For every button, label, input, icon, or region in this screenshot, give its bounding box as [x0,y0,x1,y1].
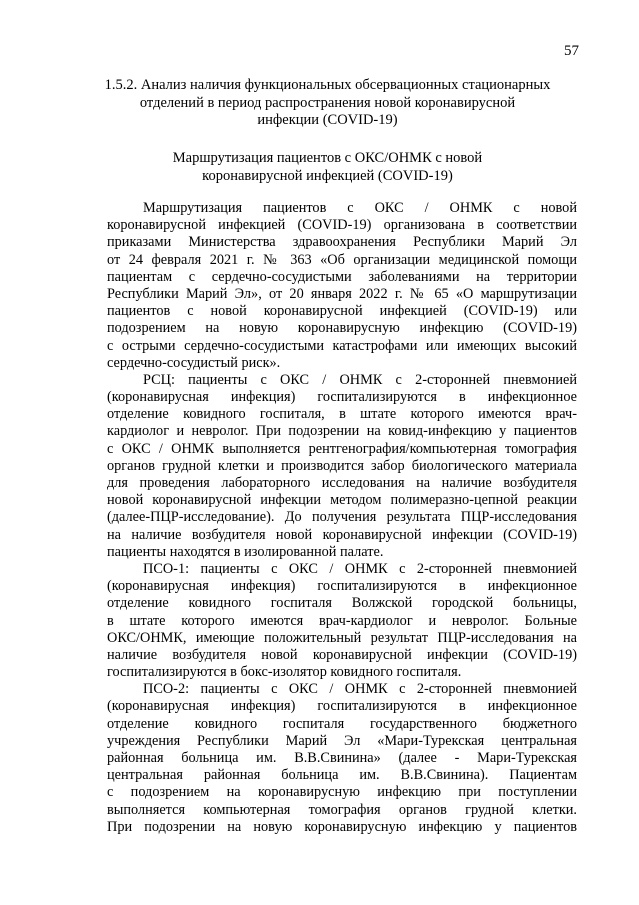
section-heading-line: инфекции (COVID-19) [257,112,398,128]
paragraph [107,561,577,681]
paragraph-line: для проведения лабораторного исследования на наличие возбудителя [107,475,577,491]
paragraph-line: (коронавирусная инфекция) госпитализируются в инфекционное [107,389,577,406]
paragraph-line: РСЦ: пациенты с ОКС / ОНМК с 2-сторонней пневмонией [143,371,577,388]
document-body [107,200,577,836]
paragraph-line: Маршрутизация пациентов с ОКС / ОНМК с новой [143,200,577,216]
paragraph-line: наличие возбудителя новой коронавирусной инфекции (COVID-19) [107,646,577,663]
paragraph-line: (коронавирусная инфекция) госпитализируются в инфекционное [107,698,577,715]
paragraph-line: районная больница им. В.В.Свинина» (далее - Мари-Турекская [107,750,577,766]
paragraph-line: (коронавирусная инфекция) госпитализируются в инфекционное [107,578,577,595]
paragraph-line: пациентам с сердечно-сосудистыми заболеваниями на территории [107,268,577,285]
paragraph-line: ПСО-1: пациенты с ОКС / ОНМК с 2-сторонней пневмонией [143,560,577,577]
section-heading-line: отделений в период распространения новой коронавирусной [139,94,516,111]
paragraph-line: пациенты находятся в изолированной палате. [107,543,384,560]
paragraph-line: (далее-ПЦР-исследование). До получения результата ПЦР-исследования [107,509,577,526]
paragraph-line: приказами Министерства здравоохранения Республики Марий Эл [107,234,577,251]
subheading-line: коронавирусной инфекцией (COVID-19) [202,167,453,184]
paragraph-line: новой коронавирусной инфекции методом полимеразно-цепной реакции [107,492,577,509]
paragraph-line: госпитализируются в бокс-изолятор ковидного госпиталя. [107,664,462,681]
paragraph-line: При подозрении на новую коронавирусную инфекцию у пациентов [107,818,577,835]
paragraph-line: с подозрением на коронавирусную инфекцию при поступлении [107,784,577,801]
paragraph [107,200,577,372]
paragraph-line: ОКС/ОНМК, имеющие положительный результат ПЦР-исследования на [107,629,577,646]
page-number: 57 [564,43,579,59]
subheading [100,150,555,185]
paragraph-line: центральная районная больница им. В.В.Свинина). Пациентам [107,767,577,784]
paragraph-line: отделение ковидного госпиталя, в штате которого имеются врач- [107,406,577,423]
paragraph-line: кардиолог и невролог. При подозрении на ковид-инфекцию у пациентов [107,423,577,440]
paragraph-line: пациентов с новой коронавирусной инфекцией (COVID-19) или [107,303,577,320]
paragraph-line: органов грудной клетки и производится забор биологического материала [107,457,577,474]
paragraph-line: от 24 февраля 2021 г. № 363 «Об организации медицинской помощи [107,251,577,268]
paragraph-line: ПСО-2: пациенты с ОКС / ОНМК с 2-сторонней пневмонией [143,681,577,698]
paragraph-line: выполняется компьютерная томография органов грудной клетки. [107,801,577,818]
paragraph-line: с ОКС / ОНМК выполняется рентгенография/компьютерная томография [107,440,577,457]
paragraph-line: сердечно-сосудистый риск». [107,354,281,371]
paragraph-line: в штате которого имеются врач-кардиолог и невролог. Больные [107,612,577,629]
paragraph-line: учреждения Республики Марий Эл «Мари-Турекская центральная [107,732,577,749]
section-heading [100,77,555,130]
paragraph [107,681,577,836]
subheading-line: Маршрутизация пациентов с ОКС/ОНМК с новой [172,150,483,166]
paragraph-line: отделение ковидного госпиталя Волжской городской больницы, [107,595,577,612]
paragraph-line: коронавирусной инфекцией (COVID-19) организована в соответствии [107,217,577,234]
paragraph-line: на наличие возбудителя новой коронавирусной инфекции (COVID-19) [107,526,577,543]
paragraph-line: отделение ковидного госпиталя государственного бюджетного [107,715,577,732]
paragraph-line: Республики Марий Эл», от 20 января 2022 г. № 65 «О маршрутизации [107,285,577,302]
paragraph [107,372,577,561]
paragraph-line: с острыми сердечно-сосудистыми катастрофами или имеющих высокий [107,337,577,354]
paragraph-line: подозрением на новую коронавирусную инфекцию (COVID-19) [107,320,577,337]
section-heading-line: 1.5.2. Анализ наличия функциональных обсервационных стационарных [104,77,551,93]
